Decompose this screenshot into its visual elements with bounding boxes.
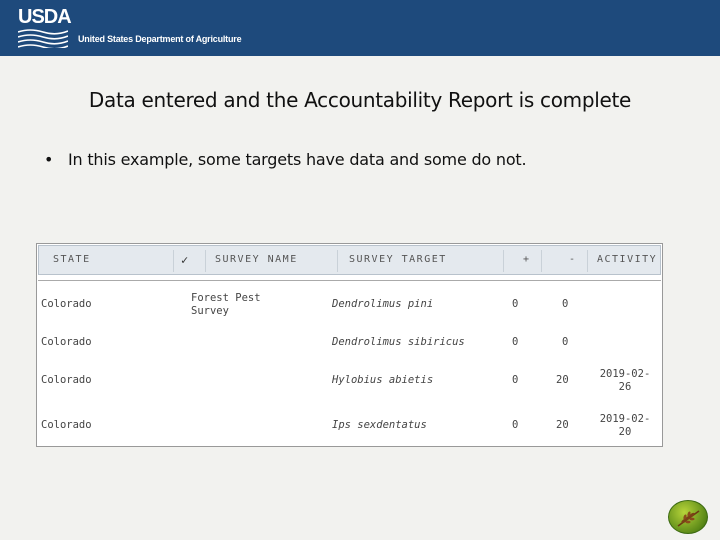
cell-plus: 0	[512, 419, 519, 431]
bullet-point	[44, 150, 526, 169]
logo-waves-icon	[18, 28, 68, 48]
header-divider	[173, 250, 174, 272]
cell-target: Dendrolimus sibiricus	[332, 336, 465, 348]
cell-plus: 0	[512, 298, 519, 310]
cell-survey-name[interactable]: Survey	[191, 305, 229, 317]
header-survey-target[interactable]: SURVEY TARGET	[349, 254, 447, 265]
cell-survey-name[interactable]: Forest Pest	[191, 292, 261, 304]
cell-minus: 0	[562, 298, 569, 310]
wheat-icon	[675, 506, 703, 530]
usda-banner	[0, 0, 720, 56]
bullet-text: In this example, some targets have data and some do not.	[68, 150, 527, 169]
wheat-badge	[668, 500, 708, 534]
header-divider	[541, 250, 542, 272]
cell-target: Dendrolimus pini	[332, 298, 434, 310]
usda-logo	[18, 6, 71, 46]
header-state[interactable]: STATE	[53, 254, 91, 265]
body-divider	[38, 280, 661, 281]
header-divider	[587, 250, 588, 272]
accountability-table	[36, 243, 663, 447]
header-survey-name[interactable]: SURVEY NAME	[215, 254, 298, 265]
cell-plus: 0	[512, 374, 519, 386]
logo-text: USDA	[18, 6, 71, 28]
cell-minus: 20	[556, 374, 569, 386]
cell-state: Colorado	[41, 336, 92, 348]
cell-state: Colorado	[41, 298, 92, 310]
cell-state: Colorado	[41, 374, 92, 386]
cell-minus: 0	[562, 336, 569, 348]
header-activity[interactable]: ACTIVITY	[597, 254, 658, 265]
cell-state: Colorado	[41, 419, 92, 431]
slide-title: Data entered and the Accountability Report is complete	[88, 88, 632, 112]
cell-activity: 26	[618, 381, 632, 393]
agency-name: United States Department of Agriculture	[78, 34, 242, 44]
cell-activity: 20	[618, 426, 632, 438]
cell-activity: 2019-02-	[599, 413, 651, 425]
cell-target: Hylobius abietis	[332, 374, 434, 386]
cell-plus: 0	[512, 336, 519, 348]
table-header	[38, 245, 661, 275]
cell-activity: 2019-02-	[599, 368, 651, 380]
cell-target: Ips sexdentatus	[332, 419, 427, 431]
header-check[interactable]: ✓	[181, 253, 190, 267]
header-divider	[205, 250, 206, 272]
header-minus[interactable]: -	[569, 254, 577, 265]
bullet-marker: •	[44, 150, 54, 169]
header-divider	[337, 250, 338, 272]
header-divider	[503, 250, 504, 272]
header-plus[interactable]: +	[523, 254, 531, 265]
cell-minus: 20	[556, 419, 569, 431]
